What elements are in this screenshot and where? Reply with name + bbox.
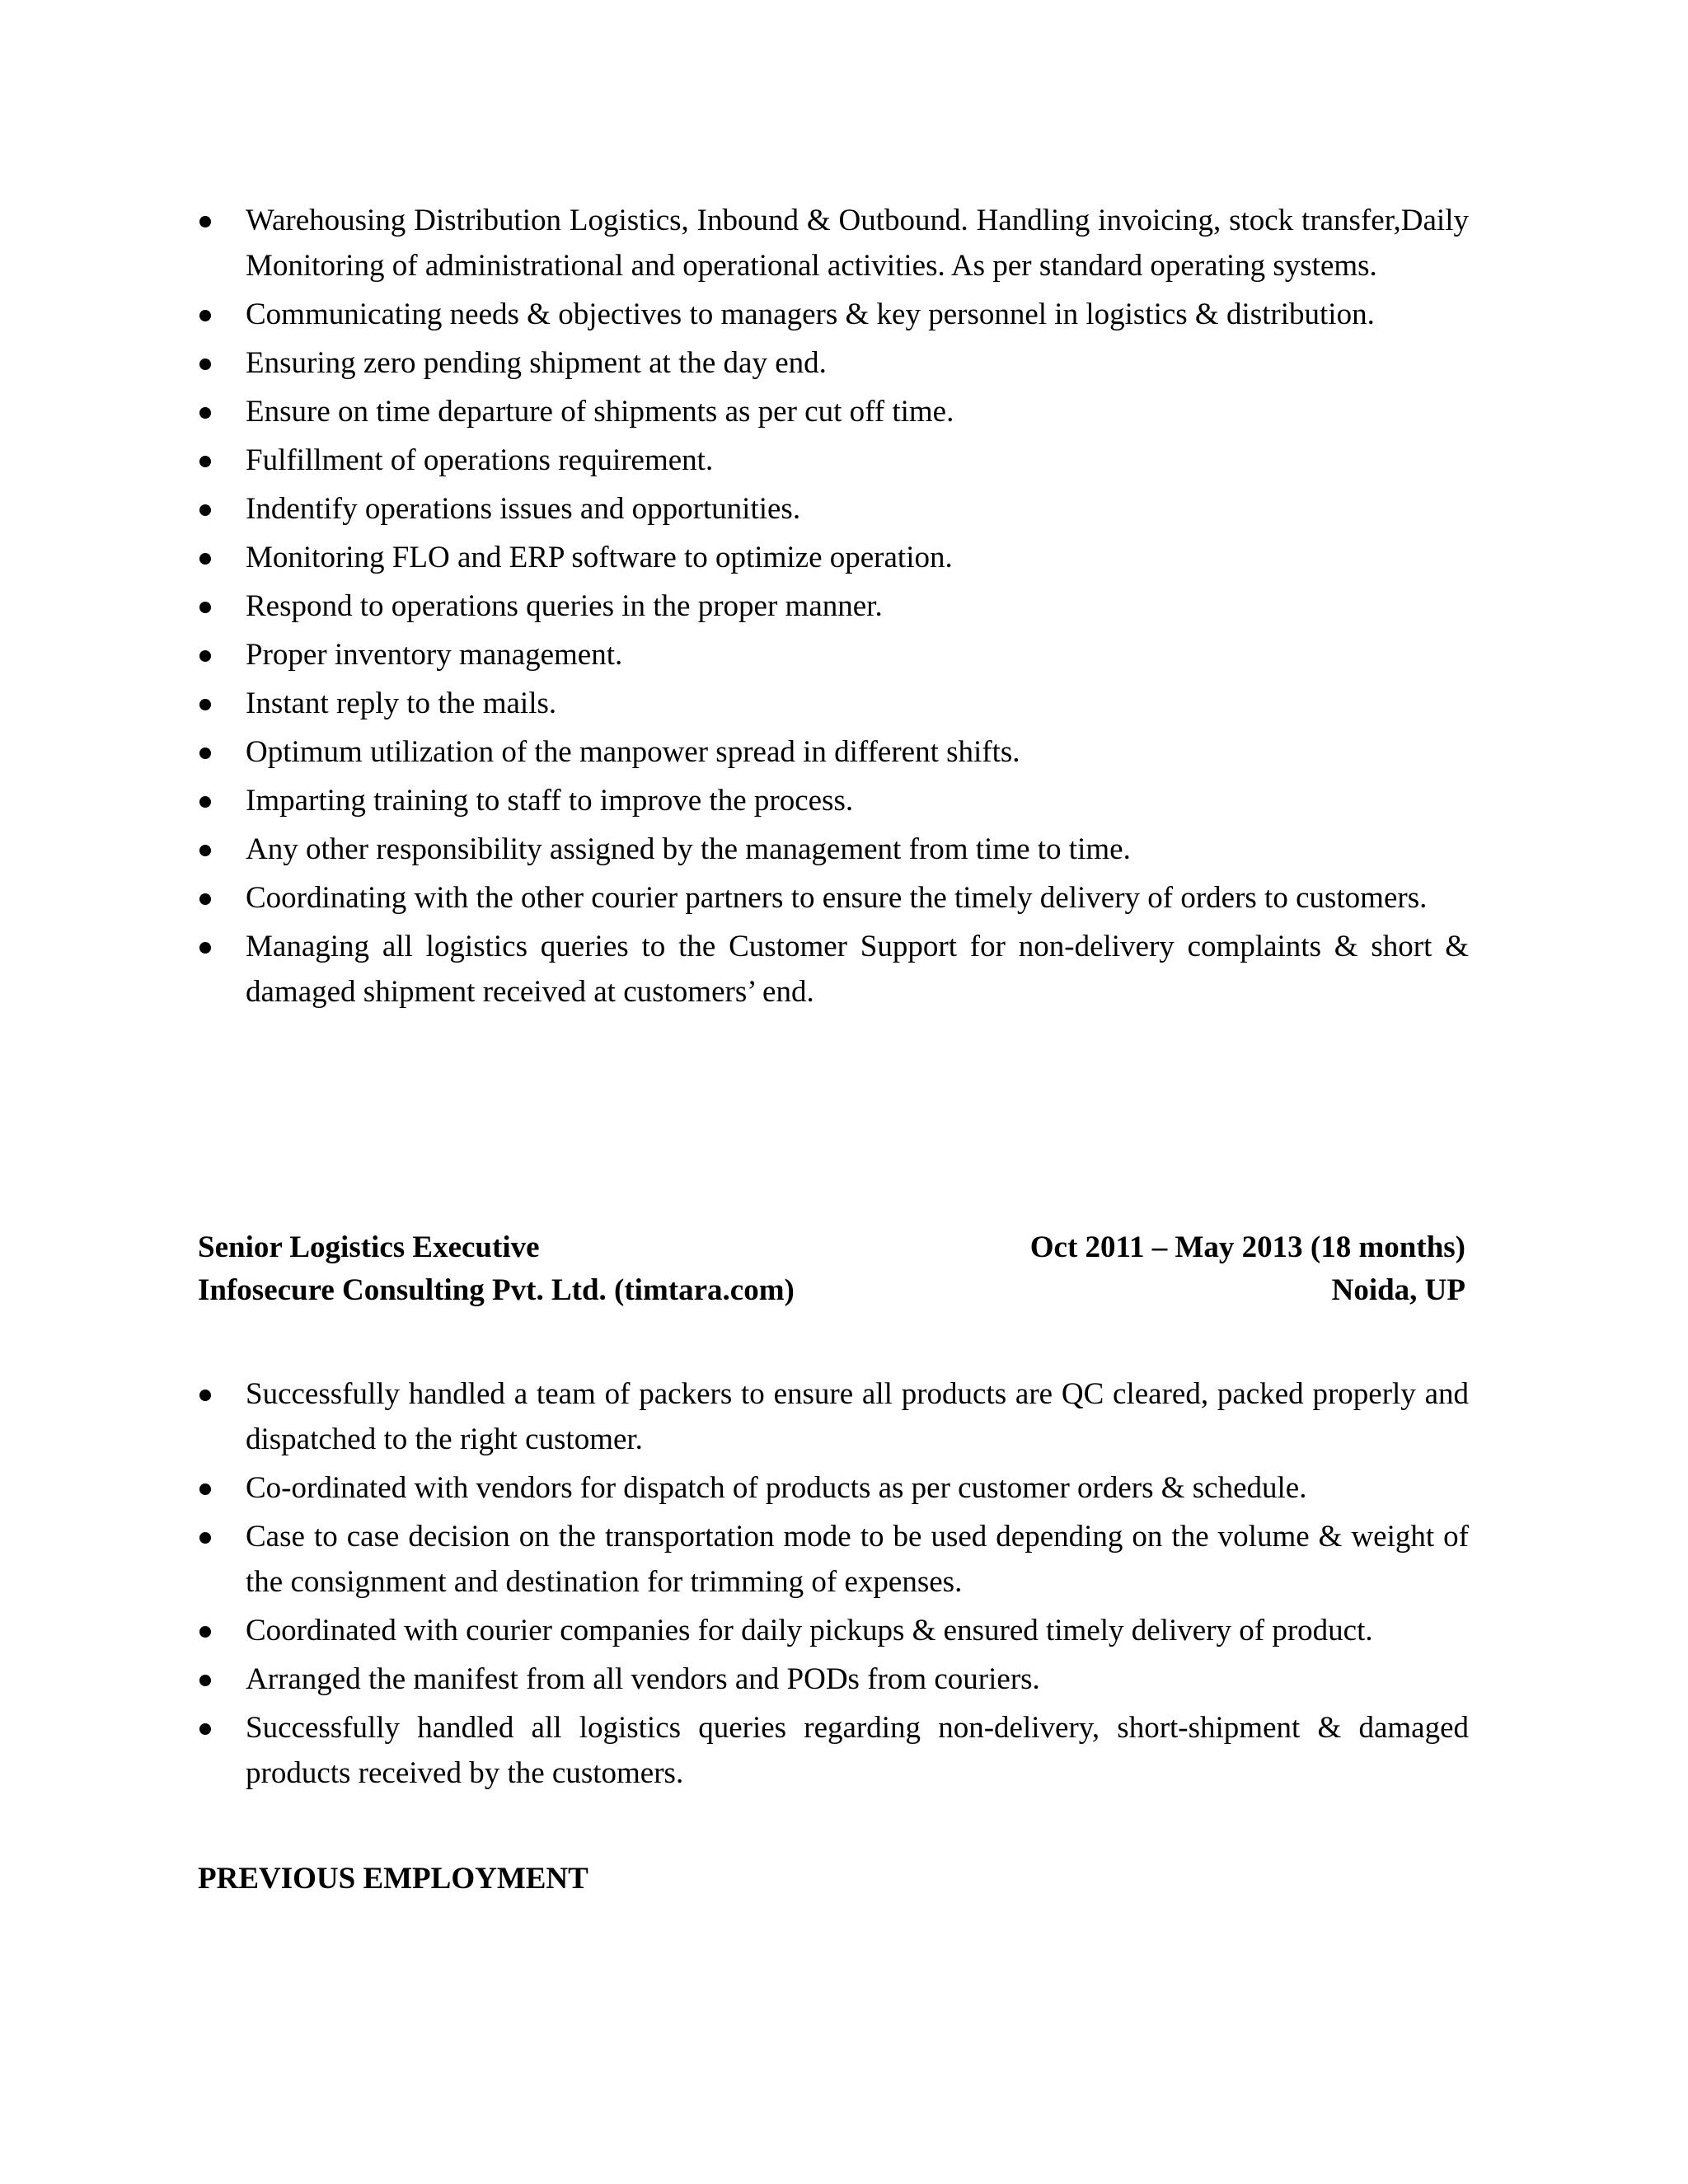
job-period: Oct 2011 – May 2013 (18 months) <box>1029 1230 1465 1264</box>
job-duties-list <box>198 1371 1469 1799</box>
list-item: Coordinating with the other courier partners to ensure the timely delivery of orders to customers. <box>198 875 1469 921</box>
list-item: Coordinated with courier companies for daily pickups & ensured timely delivery of product. <box>198 1608 1469 1653</box>
list-item: Successfully handled all logistics queries regarding non-delivery, short-shipment & damaged products received by the customers. <box>198 1705 1469 1796</box>
list-item: Communicating needs & objectives to managers & key personnel in logistics & distribution. <box>198 292 1469 337</box>
job-title: Senior Logistics Executive <box>198 1230 540 1264</box>
list-item: Managing all logistics queries to the Customer Support for non-delivery complaints & short & damaged shipment received at customers’ end. <box>198 924 1469 1015</box>
list-item: Ensuring zero pending shipment at the day end. <box>198 340 1469 386</box>
list-item: Optimum utilization of the manpower spread in different shifts. <box>198 729 1469 775</box>
job-title-row <box>198 1226 1465 1269</box>
list-item: Respond to operations queries in the proper manner. <box>198 583 1469 629</box>
list-item: Co-ordinated with vendors for dispatch of products as per customer orders & schedule. <box>198 1465 1469 1511</box>
list-item: Proper inventory management. <box>198 632 1469 677</box>
responsibilities-list <box>198 198 1469 1018</box>
job-location: Noida, UP <box>1331 1273 1465 1307</box>
list-item: Case to case decision on the transportation mode to be used depending on the volume & weight of the consignment and destination for trimming of expenses. <box>198 1514 1469 1605</box>
job-company-row <box>198 1269 1465 1312</box>
list-item: Instant reply to the mails. <box>198 681 1469 726</box>
list-item: Any other responsibility assigned by the management from time to time. <box>198 827 1469 872</box>
job-header <box>198 1226 1465 1312</box>
list-item: Fulfillment of operations requirement. <box>198 438 1469 483</box>
company-name: Infosecure Consulting Pvt. Ltd. (timtara.com) <box>198 1273 795 1307</box>
list-item: Warehousing Distribution Logistics, Inbound & Outbound. Handling invoicing, stock transfer,Daily Monitoring of administrational and operational activities. As per standard operating systems. <box>198 198 1469 288</box>
list-item: Arranged the manifest from all vendors and PODs from couriers. <box>198 1657 1469 1702</box>
section-heading: PREVIOUS EMPLOYMENT <box>198 1862 588 1896</box>
list-item: Indentify operations issues and opportunities. <box>198 486 1469 532</box>
list-item: Imparting training to staff to improve the process. <box>198 778 1469 823</box>
list-item: Successfully handled a team of packers to ensure all products are QC cleared, packed properly and dispatched to the right customer. <box>198 1371 1469 1462</box>
list-item: Ensure on time departure of shipments as per cut off time. <box>198 389 1469 434</box>
list-item: Monitoring FLO and ERP software to optimize operation. <box>198 535 1469 580</box>
